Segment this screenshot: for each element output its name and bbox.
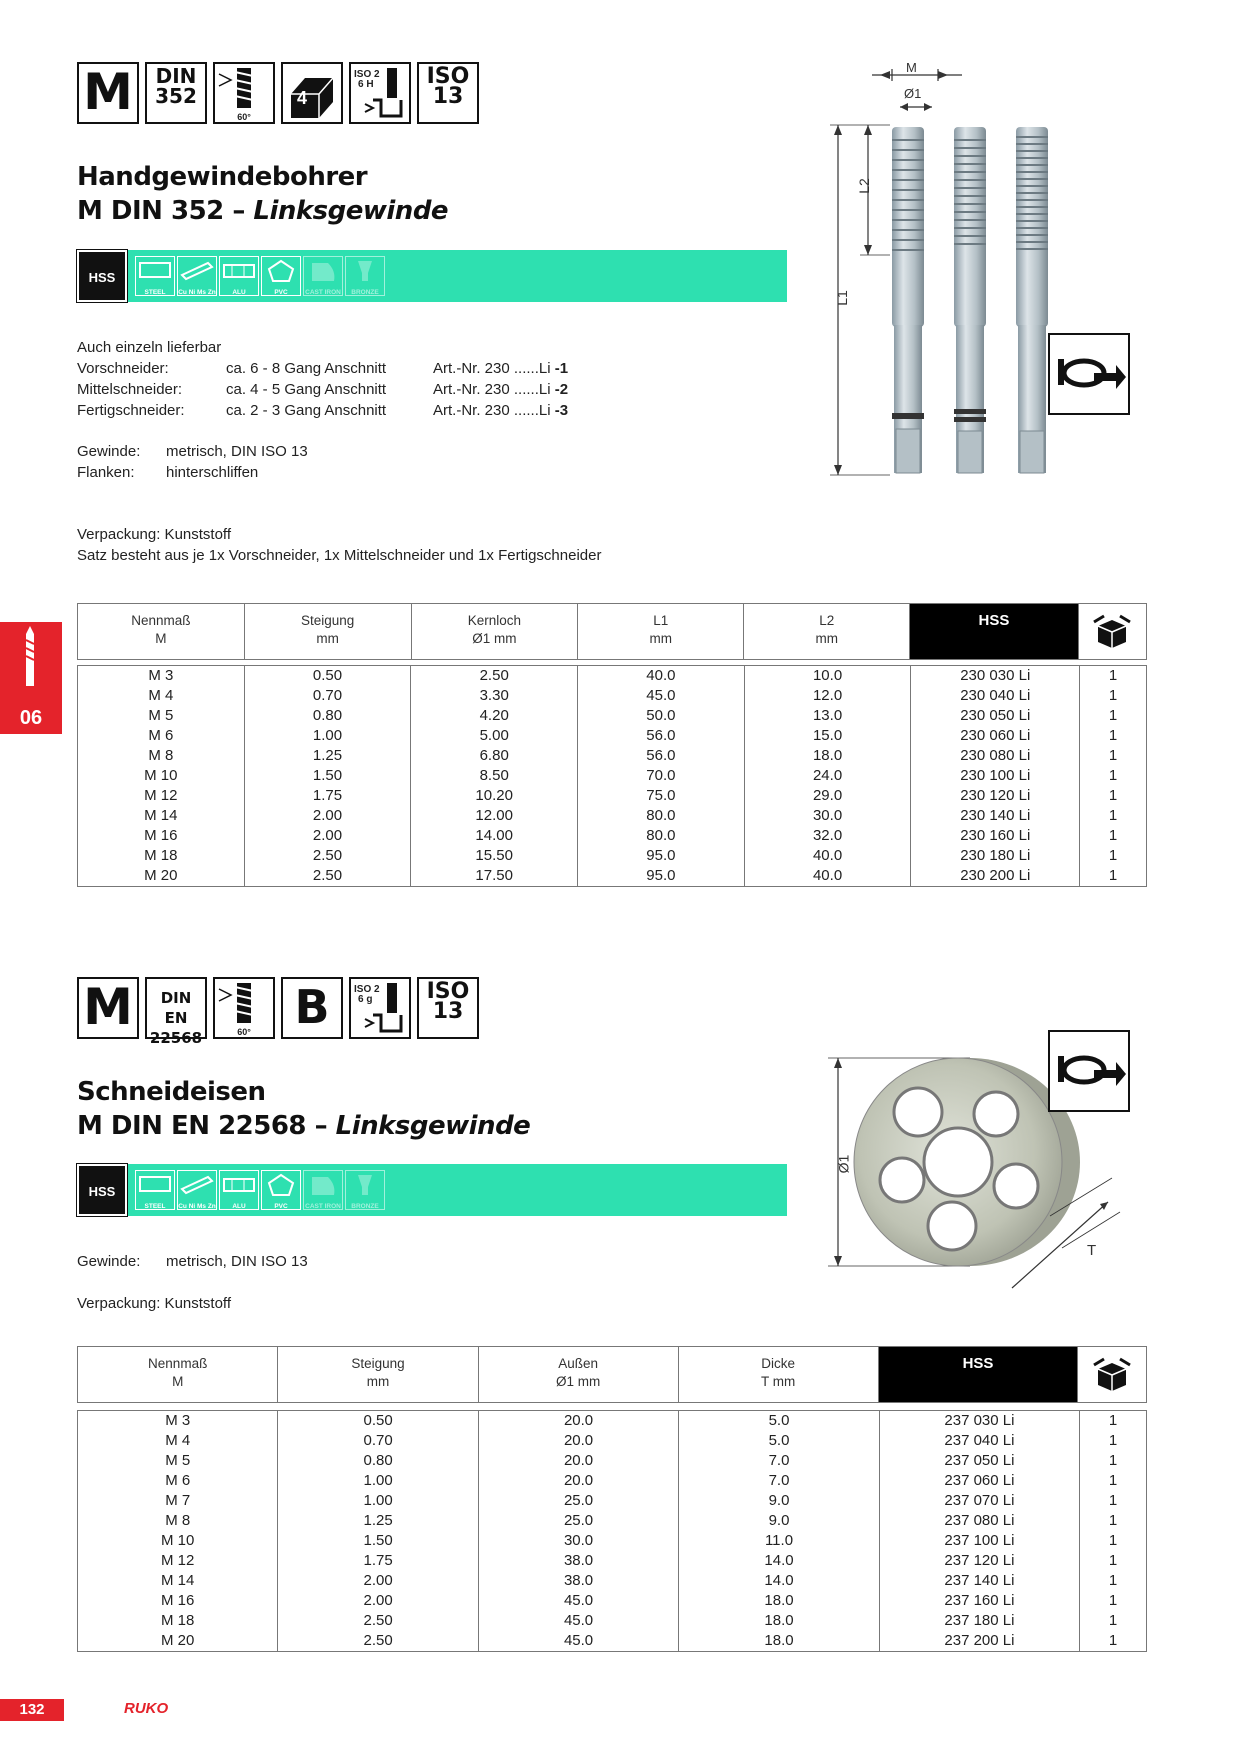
thread-label: Gewinde: (77, 1253, 141, 1270)
table-cell: M 12 (78, 1551, 278, 1571)
table-cell: 14.0 (679, 1551, 879, 1571)
table-cell: 5.0 (679, 1431, 879, 1451)
col-header: Nennmaß M (78, 604, 245, 660)
table-cell: 56.0 (578, 746, 745, 766)
material-bronze: BRONZE (345, 1170, 385, 1210)
table-cell: 237 160 Li (879, 1591, 1079, 1611)
table-cell: M 3 (78, 666, 245, 687)
table-cell: 1.25 (278, 1511, 478, 1531)
table-cell: M 10 (78, 766, 245, 786)
table-cell: 0.80 (278, 1451, 478, 1471)
left-hand-rotation-badge (1048, 333, 1130, 415)
table-cell: 0.70 (278, 1431, 478, 1451)
table-row (78, 1611, 1147, 1631)
material-cast-iron: CAST IRON (303, 1170, 343, 1210)
table-cell: 32.0 (744, 826, 911, 846)
table-cell: 0.70 (244, 686, 411, 706)
table-cell: 2.00 (244, 806, 411, 826)
table-row (78, 1471, 1147, 1491)
table-cell: 2.50 (244, 866, 411, 887)
table-cell: 45.0 (478, 1591, 678, 1611)
col-header: L2 mm (744, 604, 910, 660)
table-cell: 13.0 (744, 706, 911, 726)
material-steel: STEEL (135, 1170, 175, 1210)
table-cell: 45.0 (478, 1611, 678, 1631)
cutter-desc: ca. 4 - 5 Gang Anschnitt (226, 381, 387, 398)
table-cell: 237 120 Li (879, 1551, 1079, 1571)
die-table (77, 1410, 1147, 1652)
table-cell: 5.00 (411, 726, 578, 746)
table-cell: 1.00 (278, 1471, 478, 1491)
table-row (78, 806, 1147, 826)
table-row (78, 666, 1147, 687)
table-cell: 15.50 (411, 846, 578, 866)
table-cell: M 16 (78, 826, 245, 846)
drill-icon (0, 626, 62, 696)
table-row (78, 1591, 1147, 1611)
die-table-header (77, 1346, 1147, 1403)
table-cell: 80.0 (578, 826, 745, 846)
table-cell: 1 (1080, 786, 1147, 806)
table-cell: 30.0 (744, 806, 911, 826)
cutter-label: Fertigschneider: (77, 402, 185, 419)
table-row (78, 1571, 1147, 1591)
table-cell: 1 (1080, 1631, 1147, 1652)
table-row (78, 826, 1147, 846)
table-cell: 8.50 (411, 766, 578, 786)
table-cell: M 14 (78, 1571, 278, 1591)
left-rotation-arrow-icon (1050, 335, 1128, 413)
table-cell: 1 (1080, 666, 1147, 687)
table-cell: M 8 (78, 746, 245, 766)
table-cell: 5.0 (679, 1411, 879, 1432)
material-pvc: PVC (261, 256, 301, 296)
table-cell: 45.0 (478, 1631, 678, 1652)
table-cell: 237 180 Li (879, 1611, 1079, 1631)
table-cell: 29.0 (744, 786, 911, 806)
iso-badge: ISO 13 (417, 62, 479, 124)
table-cell: 1 (1080, 1491, 1147, 1511)
table-cell: M 5 (78, 1451, 278, 1471)
table-cell: 11.0 (679, 1531, 879, 1551)
table-cell: 10.0 (744, 666, 911, 687)
package-box-icon (1092, 1355, 1132, 1391)
table-cell: 38.0 (478, 1551, 678, 1571)
cutter-art: Art.-Nr. 230 ......Li -2 (433, 381, 569, 398)
table-cell: 25.0 (478, 1491, 678, 1511)
table-cell: 1.75 (278, 1551, 478, 1571)
table-cell: 230 120 Li (911, 786, 1080, 806)
packaging-note: Verpackung: Kunststoff (77, 1295, 231, 1312)
table-cell: 237 100 Li (879, 1531, 1079, 1551)
table-cell: 1 (1080, 1611, 1147, 1631)
left-hand-rotation-badge (1048, 1030, 1130, 1112)
table-cell: 1.25 (244, 746, 411, 766)
table-row (78, 786, 1147, 806)
table-cell: 230 160 Li (911, 826, 1080, 846)
table-cell: M 6 (78, 1471, 278, 1491)
dim-d1-label: Ø1 (904, 86, 922, 101)
material-band (77, 250, 787, 302)
table-cell: 3.30 (411, 686, 578, 706)
material-steel: STEEL (135, 256, 175, 296)
table-cell: 25.0 (478, 1511, 678, 1531)
cutter-desc: ca. 2 - 3 Gang Anschnitt (226, 402, 387, 419)
col-header-hss: HSS (910, 604, 1078, 660)
material-nonferrous: Cu Ni Ms Zn (177, 256, 217, 296)
table-cell: 237 060 Li (879, 1471, 1079, 1491)
material-bronze: BRONZE (345, 256, 385, 296)
dim-l1-label: L1 (833, 290, 850, 306)
table-cell: M 10 (78, 1531, 278, 1551)
flank-label: Flanken: (77, 464, 135, 481)
material-pvc: PVC (261, 1170, 301, 1210)
table-row (78, 1451, 1147, 1471)
cutter-art: Art.-Nr. 230 ......Li -3 (433, 402, 569, 419)
tolerance-badge: ISO 2 6 g (349, 977, 411, 1039)
table-cell: 2.00 (244, 826, 411, 846)
brand-name: RUKO (124, 1700, 169, 1717)
hss-label: HSS (77, 1164, 127, 1216)
die-tolerance-icon (351, 979, 409, 1037)
table-row (78, 1411, 1147, 1432)
table-cell: 230 040 Li (911, 686, 1080, 706)
table-cell: M 20 (78, 1631, 278, 1652)
col-header: Steigung mm (244, 604, 411, 660)
table-cell: 7.0 (679, 1451, 879, 1471)
thread-value: metrisch, DIN ISO 13 (166, 443, 308, 460)
table-cell: 20.0 (478, 1431, 678, 1451)
chapter-number: 06 (19, 707, 43, 729)
table-cell: 9.0 (679, 1491, 879, 1511)
table-cell: 230 050 Li (911, 706, 1080, 726)
cutter-label: Vorschneider: (77, 360, 169, 377)
table-cell: 237 080 Li (879, 1511, 1079, 1531)
table-cell: 1.50 (244, 766, 411, 786)
table-cell: M 18 (78, 1611, 278, 1631)
table-row (78, 1631, 1147, 1652)
table-cell: 18.0 (679, 1591, 879, 1611)
table-cell: M 6 (78, 726, 245, 746)
table-cell: 1 (1080, 686, 1147, 706)
standard-badge: DIN EN 22568 (145, 977, 207, 1039)
square-shank-badge: 4 (281, 62, 343, 124)
tolerance-badge: ISO 2 6 H (349, 62, 411, 124)
table-cell: 230 060 Li (911, 726, 1080, 746)
section1-title: Handgewindebohrer M DIN 352 – Linksgewinde (77, 162, 449, 226)
table-cell: 2.50 (244, 846, 411, 866)
table-cell: 1 (1080, 1411, 1147, 1432)
table-cell: 230 080 Li (911, 746, 1080, 766)
table-cell: 230 180 Li (911, 846, 1080, 866)
table-cell: 40.0 (744, 846, 911, 866)
dim-l2-label: L2 (855, 178, 872, 194)
table-cell: 18.0 (744, 746, 911, 766)
table-cell: 1 (1080, 766, 1147, 786)
table-cell: M 5 (78, 706, 245, 726)
thread-angle-badge: 60° (213, 62, 275, 124)
set-note: Satz besteht aus je 1x Vorschneider, 1x Mittelschneider und 1x Fertigschneider (77, 547, 602, 564)
table-row (78, 766, 1147, 786)
material-band (77, 1164, 787, 1216)
table-cell: 1 (1080, 1511, 1147, 1531)
table-cell: 1 (1080, 826, 1147, 846)
col-header: Nennmaß M (78, 1347, 278, 1403)
table-cell: 20.0 (478, 1451, 678, 1471)
table-row (78, 1491, 1147, 1511)
iso-badge: ISO 13 (417, 977, 479, 1039)
flank-value: hinterschliffen (166, 464, 259, 481)
table-cell: 1 (1080, 726, 1147, 746)
col-header: L1 mm (578, 604, 744, 660)
chapter-tab (0, 622, 62, 734)
table-cell: M 16 (78, 1591, 278, 1611)
table-cell: 2.00 (278, 1571, 478, 1591)
table-row (78, 1551, 1147, 1571)
table-cell: 17.50 (411, 866, 578, 887)
table-cell: 18.0 (679, 1611, 879, 1631)
standard-badge: DIN 352 (145, 62, 207, 124)
table-cell: 1.00 (278, 1491, 478, 1511)
material-alu: ALU (219, 256, 259, 296)
table-cell: 1 (1080, 1551, 1147, 1571)
table-cell: 14.00 (411, 826, 578, 846)
table-cell: 20.0 (478, 1411, 678, 1432)
tap-table-header (77, 603, 1147, 660)
table-cell: 80.0 (578, 806, 745, 826)
table-cell: 2.50 (278, 1611, 478, 1631)
table-cell: 70.0 (578, 766, 745, 786)
hss-label: HSS (77, 250, 127, 302)
table-cell: 4.20 (411, 706, 578, 726)
table-cell: 237 200 Li (879, 1631, 1079, 1652)
col-header-pack (1078, 604, 1147, 660)
table-cell: 1 (1080, 806, 1147, 826)
dim-t-label: T (1087, 1242, 1097, 1259)
package-box-icon (1092, 612, 1132, 648)
table-cell: 1 (1080, 846, 1147, 866)
table-cell: 230 030 Li (911, 666, 1080, 687)
table-row (78, 1431, 1147, 1451)
table-cell: 38.0 (478, 1571, 678, 1591)
table-cell: 50.0 (578, 706, 745, 726)
table-cell: 237 140 Li (879, 1571, 1079, 1591)
thread-angle-badge: 60° (213, 977, 275, 1039)
table-cell: 1.00 (244, 726, 411, 746)
table-cell: 1 (1080, 866, 1147, 887)
table-cell: 30.0 (478, 1531, 678, 1551)
material-alu: ALU (219, 1170, 259, 1210)
table-cell: 230 200 Li (911, 866, 1080, 887)
dim-m-label: M (906, 60, 917, 75)
table-cell: 7.0 (679, 1471, 879, 1491)
table-cell: 6.80 (411, 746, 578, 766)
table-row (78, 1531, 1147, 1551)
table-cell: 2.50 (278, 1631, 478, 1652)
material-cast-iron: CAST IRON (303, 256, 343, 296)
table-cell: M 4 (78, 1431, 278, 1451)
col-header-pack (1078, 1347, 1147, 1403)
dim-d1-label: Ø1 (835, 1154, 852, 1174)
table-cell: 20.0 (478, 1471, 678, 1491)
page-number: 132 (0, 1699, 64, 1721)
table-cell: 9.0 (679, 1511, 879, 1531)
table-cell: 1 (1080, 1471, 1147, 1491)
table-cell: 1 (1080, 1591, 1147, 1611)
table-cell: 1 (1080, 1451, 1147, 1471)
table-cell: 237 050 Li (879, 1451, 1079, 1471)
table-cell: 0.50 (278, 1411, 478, 1432)
thread-value: metrisch, DIN ISO 13 (166, 1253, 308, 1270)
table-cell: 45.0 (578, 686, 745, 706)
table-cell: M 14 (78, 806, 245, 826)
table-cell: 0.50 (244, 666, 411, 687)
table-cell: 95.0 (578, 846, 745, 866)
table-cell: 1 (1080, 706, 1147, 726)
table-cell: 12.0 (744, 686, 911, 706)
table-cell: 14.0 (679, 1571, 879, 1591)
col-header: Steigung mm (278, 1347, 478, 1403)
die-type-badge: B (281, 977, 343, 1039)
table-cell: 95.0 (578, 866, 745, 887)
table-cell: 230 140 Li (911, 806, 1080, 826)
col-header: Dicke T mm (678, 1347, 878, 1403)
table-cell: 10.20 (411, 786, 578, 806)
table-cell: 1 (1080, 1531, 1147, 1551)
metric-thread-badge: M (77, 62, 139, 124)
table-cell: 56.0 (578, 726, 745, 746)
cutter-desc: ca. 6 - 8 Gang Anschnitt (226, 360, 387, 377)
table-cell: 237 030 Li (879, 1411, 1079, 1432)
col-header-hss: HSS (878, 1347, 1078, 1403)
table-cell: M 7 (78, 1491, 278, 1511)
table-row (78, 1511, 1147, 1531)
cutter-art: Art.-Nr. 230 ......Li -1 (433, 360, 569, 377)
square-shank-icon (283, 64, 341, 122)
table-row (78, 706, 1147, 726)
metric-thread-badge: M (77, 977, 139, 1039)
table-cell: 0.80 (244, 706, 411, 726)
table-cell: 1 (1080, 746, 1147, 766)
table-row (78, 746, 1147, 766)
table-cell: 230 100 Li (911, 766, 1080, 786)
table-cell: 1.75 (244, 786, 411, 806)
col-header: Kernloch Ø1 mm (411, 604, 578, 660)
table-row (78, 686, 1147, 706)
cutter-label: Mittelschneider: (77, 381, 183, 398)
table-cell: M 8 (78, 1511, 278, 1531)
table-cell: 15.0 (744, 726, 911, 746)
material-nonferrous: Cu Ni Ms Zn (177, 1170, 217, 1210)
table-cell: M 3 (78, 1411, 278, 1432)
table-cell: 2.50 (411, 666, 578, 687)
tap-tolerance-icon (351, 64, 409, 122)
packaging-note: Verpackung: Kunststoff (77, 526, 231, 543)
table-cell: M 12 (78, 786, 245, 806)
section2-title: Schneideisen M DIN EN 22568 – Linksgewinde (77, 1077, 531, 1141)
table-cell: 2.00 (278, 1591, 478, 1611)
thread-label: Gewinde: (77, 443, 141, 460)
table-cell: 1.50 (278, 1531, 478, 1551)
col-header: Außen Ø1 mm (478, 1347, 678, 1403)
table-cell: 40.0 (578, 666, 745, 687)
table-cell: M 20 (78, 866, 245, 887)
tap-set-illustration (820, 55, 1140, 485)
table-cell: 75.0 (578, 786, 745, 806)
table-cell: M 18 (78, 846, 245, 866)
table-cell: 18.0 (679, 1631, 879, 1652)
table-cell: M 4 (78, 686, 245, 706)
table-row (78, 866, 1147, 887)
table-cell: 237 070 Li (879, 1491, 1079, 1511)
table-cell: 12.00 (411, 806, 578, 826)
thread-profile-icon (215, 979, 273, 1025)
left-rotation-arrow-icon (1050, 1032, 1128, 1110)
table-cell: 1 (1080, 1431, 1147, 1451)
thread-profile-icon (215, 64, 273, 110)
table-cell: 237 040 Li (879, 1431, 1079, 1451)
tap-table (77, 665, 1147, 887)
table-cell: 24.0 (744, 766, 911, 786)
availability-note: Auch einzeln lieferbar (77, 339, 222, 356)
table-row (78, 726, 1147, 746)
table-cell: 40.0 (744, 866, 911, 887)
table-row (78, 846, 1147, 866)
table-cell: 1 (1080, 1571, 1147, 1591)
